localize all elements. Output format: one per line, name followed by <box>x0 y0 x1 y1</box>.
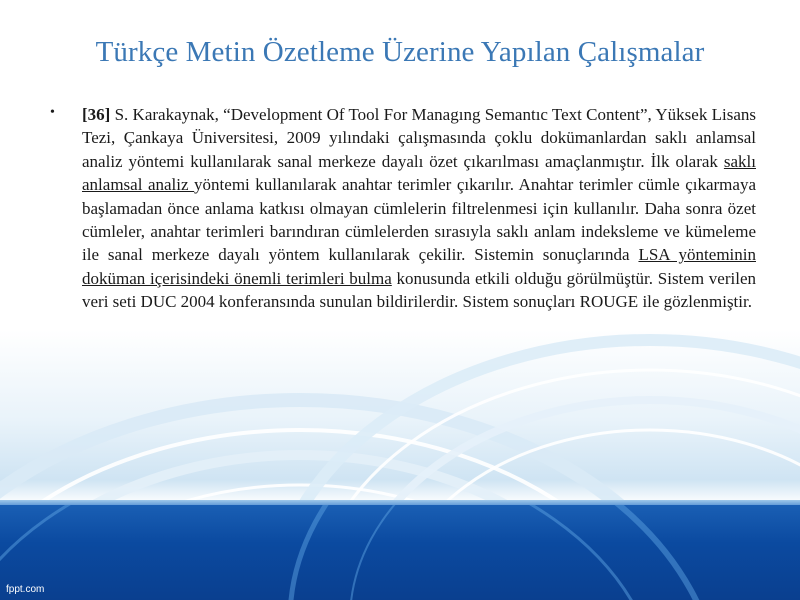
link-lsa[interactable]: saklı anlamsal analiz <box>82 151 756 195</box>
bullet-icon: • <box>50 105 55 120</box>
footer-band <box>0 505 800 600</box>
footer-swirls <box>0 505 800 600</box>
paragraph-text-3: konusunda etkili olduğu görülmüştür. Sistem verilen veri seti DUC 2004 konferansında sunulan bildirilerdir. Sistem sonuçları ROUGE ile gözlenmiştir. <box>82 268 756 312</box>
paragraph-text-2: yöntemi kullanılarak anahtar terimler çıkarılır. Anahtar terimler cümle çıkarmaya başlamadan önce anlama katkısı olmayan cümlelerin filtrelenmesi için kullanılır. Daha sonra özet cümleler, anahtar terimleri barındıran cümlelerden sırasıyla saklı anlam indeksleme ve kümeleme ile sanal merkeze dayalı yöntem kullanılarak çekilir. Sistemin sonuçlarında <box>82 175 756 265</box>
bullet-paragraph <box>60 103 756 314</box>
reference-number: [36] <box>82 105 111 124</box>
slide-body <box>50 103 756 314</box>
link-lsa-terms[interactable]: LSA yönteminin doküman içerisindeki önemli terimleri bulma <box>82 245 756 288</box>
paragraph-text-1: S. Karakaynak, “Development Of Tool For Managıng Semantıc Text Content”, Yüksek Lisans Tezi, Çankaya Üniversitesi, 2009 yılındaki çalışmasında çoklu dokümanlardan saklı anlamsal analiz yöntemi kullanılarak sanal merkeze dayalı özet çıkarılması amaçlanmıştır. İlk olarak <box>82 105 756 171</box>
slide-title: Türkçe Metin Özetleme Üzerine Yapılan Çalışmalar <box>95 36 705 68</box>
watermark-credit: fppt.com <box>6 584 45 595</box>
